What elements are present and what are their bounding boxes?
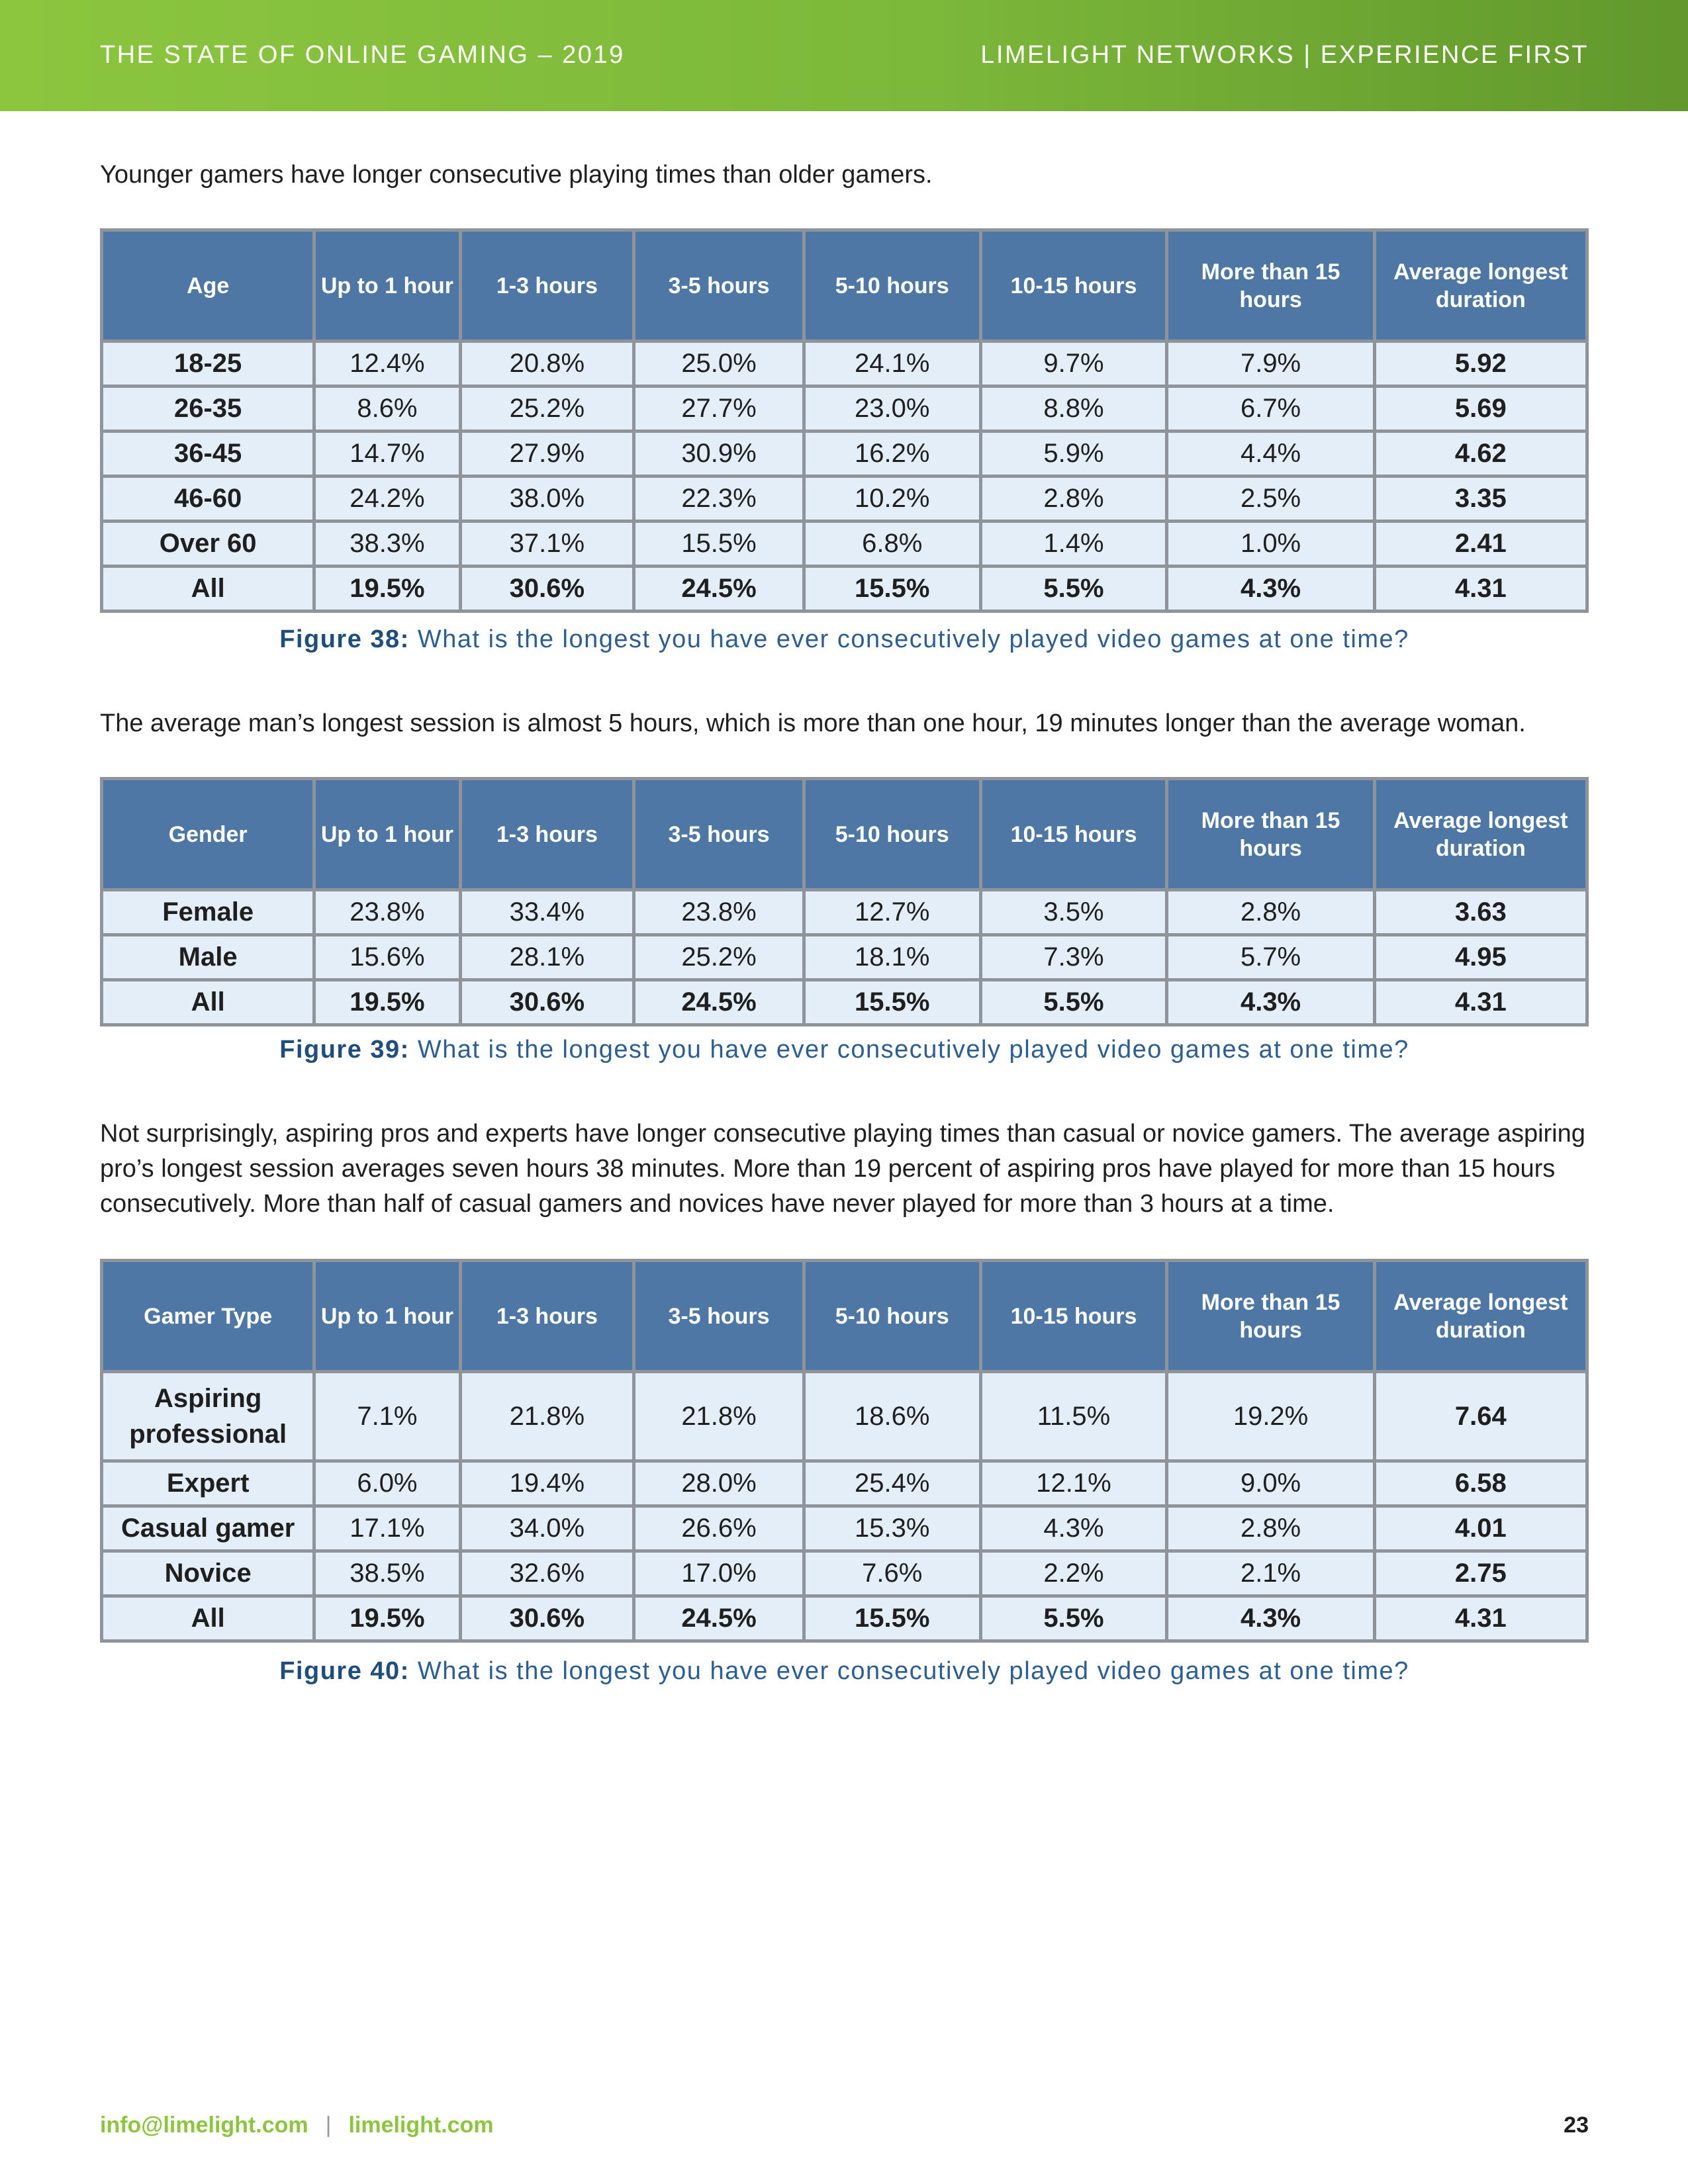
cell: 17.0% — [635, 1553, 802, 1594]
cell: 38.0% — [462, 478, 633, 520]
cell: 25.0% — [635, 343, 802, 385]
cell-average: 3.63 — [1376, 891, 1585, 933]
col-header: More than 15 hours — [1168, 1262, 1372, 1370]
table-row-total — [103, 1598, 1585, 1639]
cell: 1.4% — [982, 523, 1166, 565]
cell: 25.2% — [635, 936, 802, 978]
cell: 10.2% — [806, 478, 979, 520]
figure-label: Figure 39: — [279, 1036, 410, 1064]
cell: 14.7% — [316, 433, 458, 475]
figure-caption-40 — [100, 1657, 1589, 1686]
table-row — [103, 388, 1585, 430]
cell: 8.8% — [982, 388, 1166, 430]
email-link[interactable]: info@limelight.com — [100, 2113, 308, 2138]
row-label: Aspiring professional — [103, 1373, 312, 1459]
cell-average: 7.64 — [1376, 1373, 1585, 1459]
cell: 7.9% — [1168, 343, 1372, 385]
col-header: 1-3 hours — [462, 232, 633, 340]
cell: 4.3% — [1168, 1598, 1372, 1639]
cell-average: 3.35 — [1376, 478, 1585, 520]
cell: 24.5% — [635, 1598, 802, 1639]
cell: 5.7% — [1168, 936, 1372, 978]
col-header: 5-10 hours — [806, 232, 979, 340]
cell: 2.2% — [982, 1553, 1166, 1594]
row-label: Over 60 — [103, 523, 312, 565]
table-row — [103, 433, 1585, 475]
cell: 9.0% — [1168, 1463, 1372, 1504]
cell: 12.7% — [806, 891, 979, 933]
cell: 30.6% — [462, 568, 633, 610]
col-header: 5-10 hours — [806, 1262, 979, 1370]
cell: 38.5% — [316, 1553, 458, 1594]
col-header-gamer-type: Gamer Type — [103, 1262, 312, 1370]
col-header: 3-5 hours — [635, 780, 802, 888]
row-label: 36-45 — [103, 433, 312, 475]
col-header: 5-10 hours — [806, 780, 979, 888]
cell: 15.5% — [806, 568, 979, 610]
cell: 2.8% — [982, 478, 1166, 520]
cell: 27.9% — [462, 433, 633, 475]
page-header — [0, 0, 1688, 111]
col-header: More than 15 hours — [1168, 232, 1372, 340]
cell: 27.7% — [635, 388, 802, 430]
col-header-gender: Gender — [103, 780, 312, 888]
cell: 4.4% — [1168, 433, 1372, 475]
cell-average: 5.69 — [1376, 388, 1585, 430]
cell: 18.1% — [806, 936, 979, 978]
cell: 6.0% — [316, 1463, 458, 1504]
cell-average: 4.01 — [1376, 1508, 1585, 1549]
row-label: Novice — [103, 1553, 312, 1594]
cell: 2.5% — [1168, 478, 1372, 520]
table-row — [103, 891, 1585, 933]
cell: 23.8% — [635, 891, 802, 933]
figure-text: What is the longest you have ever consecutively played video games at one time? — [409, 1036, 1409, 1064]
cell: 15.5% — [635, 523, 802, 565]
cell: 19.5% — [316, 981, 458, 1023]
cell: 23.0% — [806, 388, 979, 430]
cell: 5.5% — [982, 981, 1166, 1023]
cell: 30.9% — [635, 433, 802, 475]
cell: 1.0% — [1168, 523, 1372, 565]
table-row — [103, 936, 1585, 978]
cell: 11.5% — [982, 1373, 1166, 1459]
col-header: 10-15 hours — [982, 780, 1166, 888]
table-row — [103, 478, 1585, 520]
table-gamer-type — [100, 1259, 1589, 1643]
table-age — [100, 228, 1589, 613]
cell: 32.6% — [462, 1553, 633, 1594]
cell-average: 2.41 — [1376, 523, 1585, 565]
cell: 2.8% — [1168, 891, 1372, 933]
cell: 8.6% — [316, 388, 458, 430]
cell: 25.4% — [806, 1463, 979, 1504]
cell: 34.0% — [462, 1508, 633, 1549]
figure-caption-38 — [100, 625, 1589, 654]
table-row — [103, 1463, 1585, 1504]
cell: 17.1% — [316, 1508, 458, 1549]
cell: 28.0% — [635, 1463, 802, 1504]
cell: 24.5% — [635, 568, 802, 610]
cell: 19.4% — [462, 1463, 633, 1504]
cell: 15.5% — [806, 981, 979, 1023]
cell: 12.4% — [316, 343, 458, 385]
cell: 33.4% — [462, 891, 633, 933]
cell: 15.3% — [806, 1508, 979, 1549]
cell: 4.3% — [1168, 981, 1372, 1023]
col-header: 1-3 hours — [462, 1262, 633, 1370]
cell-average: 5.92 — [1376, 343, 1585, 385]
col-header: Average longest duration — [1376, 1262, 1585, 1370]
table-row — [103, 1508, 1585, 1549]
cell: 6.7% — [1168, 388, 1372, 430]
row-label: Male — [103, 936, 312, 978]
figure-label: Figure 38: — [279, 625, 410, 653]
cell-average: 4.62 — [1376, 433, 1585, 475]
page-number: 23 — [1564, 2113, 1589, 2138]
cell: 5.9% — [982, 433, 1166, 475]
cell: 37.1% — [462, 523, 633, 565]
table-header-row — [103, 232, 1585, 340]
table-header-row — [103, 1262, 1585, 1370]
table-row — [103, 343, 1585, 385]
intro-age: Younger gamers have longer consecutive playing times than older gamers. — [100, 161, 933, 189]
website-link[interactable]: limelight.com — [348, 2113, 494, 2138]
row-label: 26-35 — [103, 388, 312, 430]
cell: 24.5% — [635, 981, 802, 1023]
col-header: 10-15 hours — [982, 1262, 1166, 1370]
cell: 4.3% — [1168, 568, 1372, 610]
footer-separator: | — [325, 2113, 332, 2138]
col-header: 10-15 hours — [982, 232, 1166, 340]
cell-average: 6.58 — [1376, 1463, 1585, 1504]
table-header-row — [103, 780, 1585, 888]
cell-average: 4.31 — [1376, 568, 1585, 610]
cell: 7.3% — [982, 936, 1166, 978]
table-row-total — [103, 981, 1585, 1023]
report-title: THE STATE OF ONLINE GAMING – 2019 — [100, 41, 625, 69]
col-header: Up to 1 hour — [316, 1262, 458, 1370]
cell: 38.3% — [316, 523, 458, 565]
cell: 5.5% — [982, 568, 1166, 610]
cell: 9.7% — [982, 343, 1166, 385]
col-header-age: Age — [103, 232, 312, 340]
col-header: Up to 1 hour — [316, 780, 458, 888]
cell: 24.2% — [316, 478, 458, 520]
cell: 19.5% — [316, 568, 458, 610]
col-header: 3-5 hours — [635, 232, 802, 340]
row-label: All — [103, 981, 312, 1023]
col-header: 3-5 hours — [635, 1262, 802, 1370]
table-row — [103, 1373, 1585, 1459]
cell: 5.5% — [982, 1598, 1166, 1639]
intro-gender: The average man’s longest session is almost 5 hours, which is more than one hour, 19 minutes longer than the average woman. — [100, 709, 1526, 737]
cell: 12.1% — [982, 1463, 1166, 1504]
footer-links — [100, 2113, 494, 2138]
cell: 18.6% — [806, 1373, 979, 1459]
col-header: Average longest duration — [1376, 232, 1585, 340]
cell: 26.6% — [635, 1508, 802, 1549]
cell: 30.6% — [462, 1598, 633, 1639]
cell-average: 4.31 — [1376, 1598, 1585, 1639]
table-row — [103, 523, 1585, 565]
col-header: Up to 1 hour — [316, 232, 458, 340]
row-label: All — [103, 1598, 312, 1639]
cell-average: 4.31 — [1376, 981, 1585, 1023]
row-label: Casual gamer — [103, 1508, 312, 1549]
cell: 6.8% — [806, 523, 979, 565]
row-label: All — [103, 568, 312, 610]
cell: 21.8% — [462, 1373, 633, 1459]
cell: 20.8% — [462, 343, 633, 385]
cell-average: 4.95 — [1376, 936, 1585, 978]
cell: 21.8% — [635, 1373, 802, 1459]
cell: 19.2% — [1168, 1373, 1372, 1459]
intro-gamer-type: Not surprisingly, aspiring pros and experts have longer consecutive playing times than casual or novice gamers. The average aspiring pro’s longest session averages seven hours 38 minutes. More than 19 percent of aspiring pros have played for more than 15 hours consecutively. More than half of casual gamers and novices have never played for more than 3 hours at a time. — [100, 1120, 1585, 1218]
row-label: 46-60 — [103, 478, 312, 520]
cell: 2.8% — [1168, 1508, 1372, 1549]
figure-caption-39 — [100, 1036, 1589, 1064]
cell: 7.6% — [806, 1553, 979, 1594]
cell: 7.1% — [316, 1373, 458, 1459]
cell: 2.1% — [1168, 1553, 1372, 1594]
cell: 24.1% — [806, 343, 979, 385]
cell: 30.6% — [462, 981, 633, 1023]
cell: 22.3% — [635, 478, 802, 520]
cell: 16.2% — [806, 433, 979, 475]
figure-text: What is the longest you have ever consecutively played video games at one time? — [409, 625, 1409, 653]
col-header: Average longest duration — [1376, 780, 1585, 888]
row-label: Female — [103, 891, 312, 933]
figure-text: What is the longest you have ever consecutively played video games at one time? — [409, 1657, 1409, 1685]
cell-average: 2.75 — [1376, 1553, 1585, 1594]
cell: 25.2% — [462, 388, 633, 430]
company-tagline: LIMELIGHT NETWORKS | EXPERIENCE FIRST — [980, 41, 1589, 69]
cell: 4.3% — [982, 1508, 1166, 1549]
cell: 15.6% — [316, 936, 458, 978]
table-gender — [100, 777, 1589, 1026]
cell: 15.5% — [806, 1598, 979, 1639]
cell: 19.5% — [316, 1598, 458, 1639]
cell: 28.1% — [462, 936, 633, 978]
cell: 3.5% — [982, 891, 1166, 933]
table-row — [103, 1553, 1585, 1594]
col-header: More than 15 hours — [1168, 780, 1372, 888]
col-header: 1-3 hours — [462, 780, 633, 888]
row-label: Expert — [103, 1463, 312, 1504]
table-row-total — [103, 568, 1585, 610]
figure-label: Figure 40: — [279, 1657, 410, 1685]
cell: 23.8% — [316, 891, 458, 933]
row-label: 18-25 — [103, 343, 312, 385]
